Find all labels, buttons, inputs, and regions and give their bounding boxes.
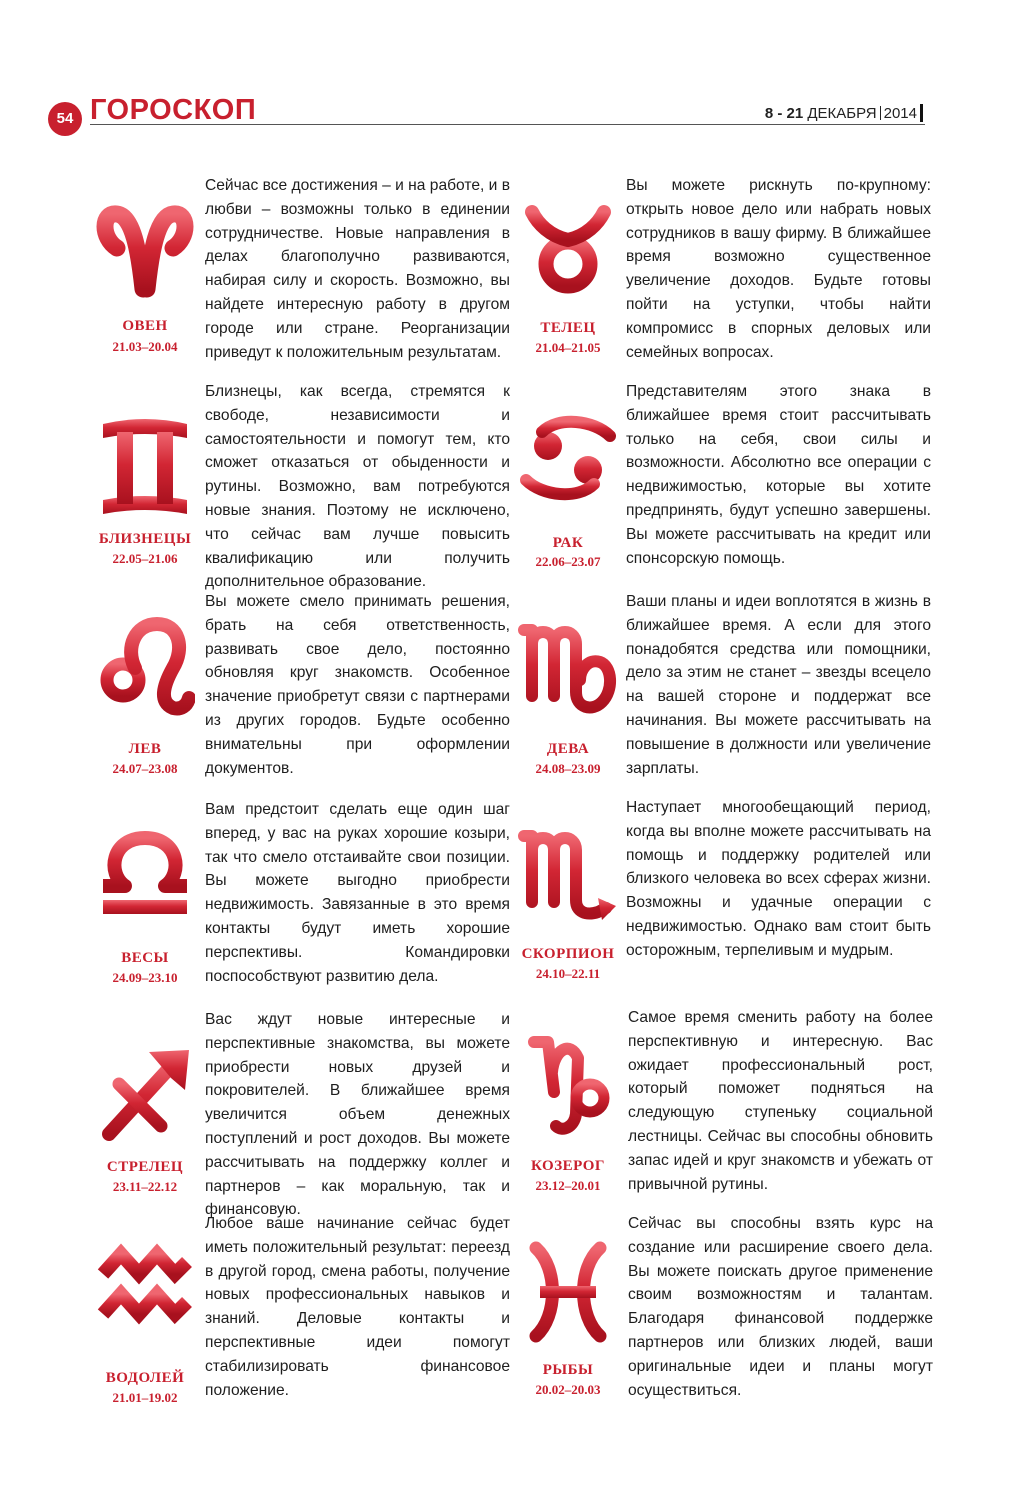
sign-dates: 20.02–20.03 (535, 1382, 601, 1397)
sign-text: Вы можете смело принимать решения, брать на себя ответственность, развивать свое дело, постоянно обновляя круг знакомств. Особенное значение приобретут связи с партнерами из других городов. Будьте особенно внимательны при оформлении документов. (205, 593, 510, 777)
sign-name: ТЕЛЕЦ (540, 320, 596, 336)
virgo-icon (518, 614, 618, 724)
issue-month: ДЕКАБРЯ (807, 105, 877, 122)
aquarius-icon (95, 1234, 195, 1344)
sign-dates: 21.03–20.04 (112, 339, 178, 354)
sign-text: Представителям этого знака в ближайшее время стоит рассчитывать только на себя, свои силы и возможности. Абсолютно все операции с недвижимостью, которые вы хотите предпринять, будут успешно завершены. Вы можете рассчитывать на кредит или спонсорскую помощь. (626, 383, 931, 567)
sign-text: Близнецы, как всегда, стремятся к свободе, независимости и самостоятельности и помогут тем, кто сможет отказаться от обыденности и рутины. Возможно, вам потребуются новые знания. Поэтому не исключено, что сейчас вам лучше повысить квалификацию или получить дополнительное образование. (205, 383, 510, 591)
sign-name: СКОРПИОН (521, 946, 615, 962)
page-header (48, 92, 925, 136)
sign-name: ДЕВА (546, 741, 590, 757)
sign-dates: 24.09–23.10 (112, 970, 178, 985)
aries-icon (95, 194, 195, 304)
sign-name: ВЕСЫ (121, 950, 169, 966)
capricorn-icon (518, 1028, 618, 1138)
libra-icon (95, 816, 195, 926)
sign-name: РАК (552, 535, 584, 551)
header-rule (90, 124, 925, 125)
leo-icon (95, 612, 195, 722)
sign-text: Сейчас все достижения – и на работе, и в любви – возможны только в единении сотрудничестве. Новые направления в делах благополучно развиваются, набирая силу и скорость. Возможно, вы найдете интересную работу в другом городе или стране. Реорганизации приведут к положительным результатам. (205, 177, 511, 361)
pisces-icon (518, 1238, 618, 1348)
issue-year: 2014 (883, 105, 917, 122)
sign-text: Наступает многообещающий период, когда вы вполне можете рассчитывать на помощь и поддержку родителей или близкого человека во всех сферах жизни. Возможны и удачные операции с недвижимостью. Однако вам стоит быть осторожным, терпеливым и мудрым. (626, 799, 931, 959)
sign-dates: 23.12–20.01 (535, 1178, 601, 1193)
sign-text: Вас ждут новые интересные и перспективные знакомства, вы можете приобрести новых друзей и покровителей. В ближайшее время увеличится объем денежных поступлений и рост доходов. Вы можете рассчитывать на поддержку коллег и партнеров – как моральную, так и финансовую. (205, 1011, 510, 1219)
sign-name: КОЗЕРОГ (531, 1158, 605, 1174)
sign-dates: 22.06–23.07 (535, 554, 601, 569)
sign-text: Самое время сменить работу на более перспективную и интересную. Вас ожидает профессиональный рост, который поможет подняться на следующую ступеньку социальной лестницы. Сейчас вы способны обновить запас идей и круг знакомств и убежать от привычной рутины. (628, 1009, 933, 1193)
sign-name: БЛИЗНЕЦЫ (98, 531, 192, 547)
sign-dates: 24.08–23.09 (535, 761, 601, 776)
sign-dates: 21.04–21.05 (535, 340, 601, 355)
sign-text: Любое ваше начинание сейчас будет иметь положительный результат: переезд в другой город, смена работы, получение новых профессиональных навыков и знаний. Деловые контакты и перспективные идеи помогут стабилизировать финансовое положение. (205, 1215, 510, 1399)
sign-name: ОВЕН (122, 318, 168, 334)
taurus-icon (518, 194, 618, 304)
sagittarius-icon (95, 1038, 195, 1148)
sign-text: Вам предстоит сделать еще один шаг вперед, у вас на руках хорошие козыри, так что смело отстаивайте свои позиции. Вы можете выгодно приобрести недвижимость. Завязанные в это время контакты будут иметь хорошие перспективы. Командировки поспособствуют развитию дела. (205, 801, 510, 985)
sign-text: Вы можете рискнуть по-крупному: открыть новое дело или набрать новых сотрудников в вашу фирму. В ближайшее время возможно существенное увеличение доходов. Будьте готовы пойти на уступки, чтобы найти компромисс в спорных деловых или семейных вопросах. (626, 177, 931, 361)
scorpio-icon (518, 820, 618, 930)
page-title: ГОРОСКОП (90, 94, 257, 126)
cancer-icon (518, 402, 618, 512)
sign-dates: 22.05–21.06 (112, 551, 178, 566)
sign-name: РЫБЫ (542, 1362, 594, 1378)
sign-text: Ваши планы и идеи воплотятся в жизнь в ближайшее время. А если для этого понадобятся средства или помощники, дело за этим не станет – звезды всецело на вашей стороне и поддержат все начинания. Вы можете рассчитывать на повышение в должности или увеличение зарплаты. (626, 593, 931, 777)
sign-name: ЛЕВ (128, 741, 162, 757)
sign-dates: 23.11–22.12 (112, 1179, 178, 1194)
sign-dates: 24.07–23.08 (112, 761, 178, 776)
page-number-badge: 54 (48, 102, 82, 136)
issue-dates (765, 104, 923, 122)
sign-dates: 21.01–19.02 (112, 1390, 178, 1405)
sign-name: СТРЕЛЕЦ (106, 1159, 184, 1175)
sign-name: ВОДОЛЕЙ (105, 1370, 185, 1386)
sign-dates: 24.10–22.11 (535, 966, 601, 981)
sign-text: Сейчас вы способны взять курс на создание или расширение своего дела. Вы можете поискать другое применение своим возможностям и талантам. Благодаря финансовой поддержке партнеров или близких людей, ваши оригинальные идеи и планы могут осуществиться. (628, 1215, 933, 1399)
issue-days: 8 - 21 (764, 105, 804, 122)
gemini-icon (95, 412, 195, 522)
